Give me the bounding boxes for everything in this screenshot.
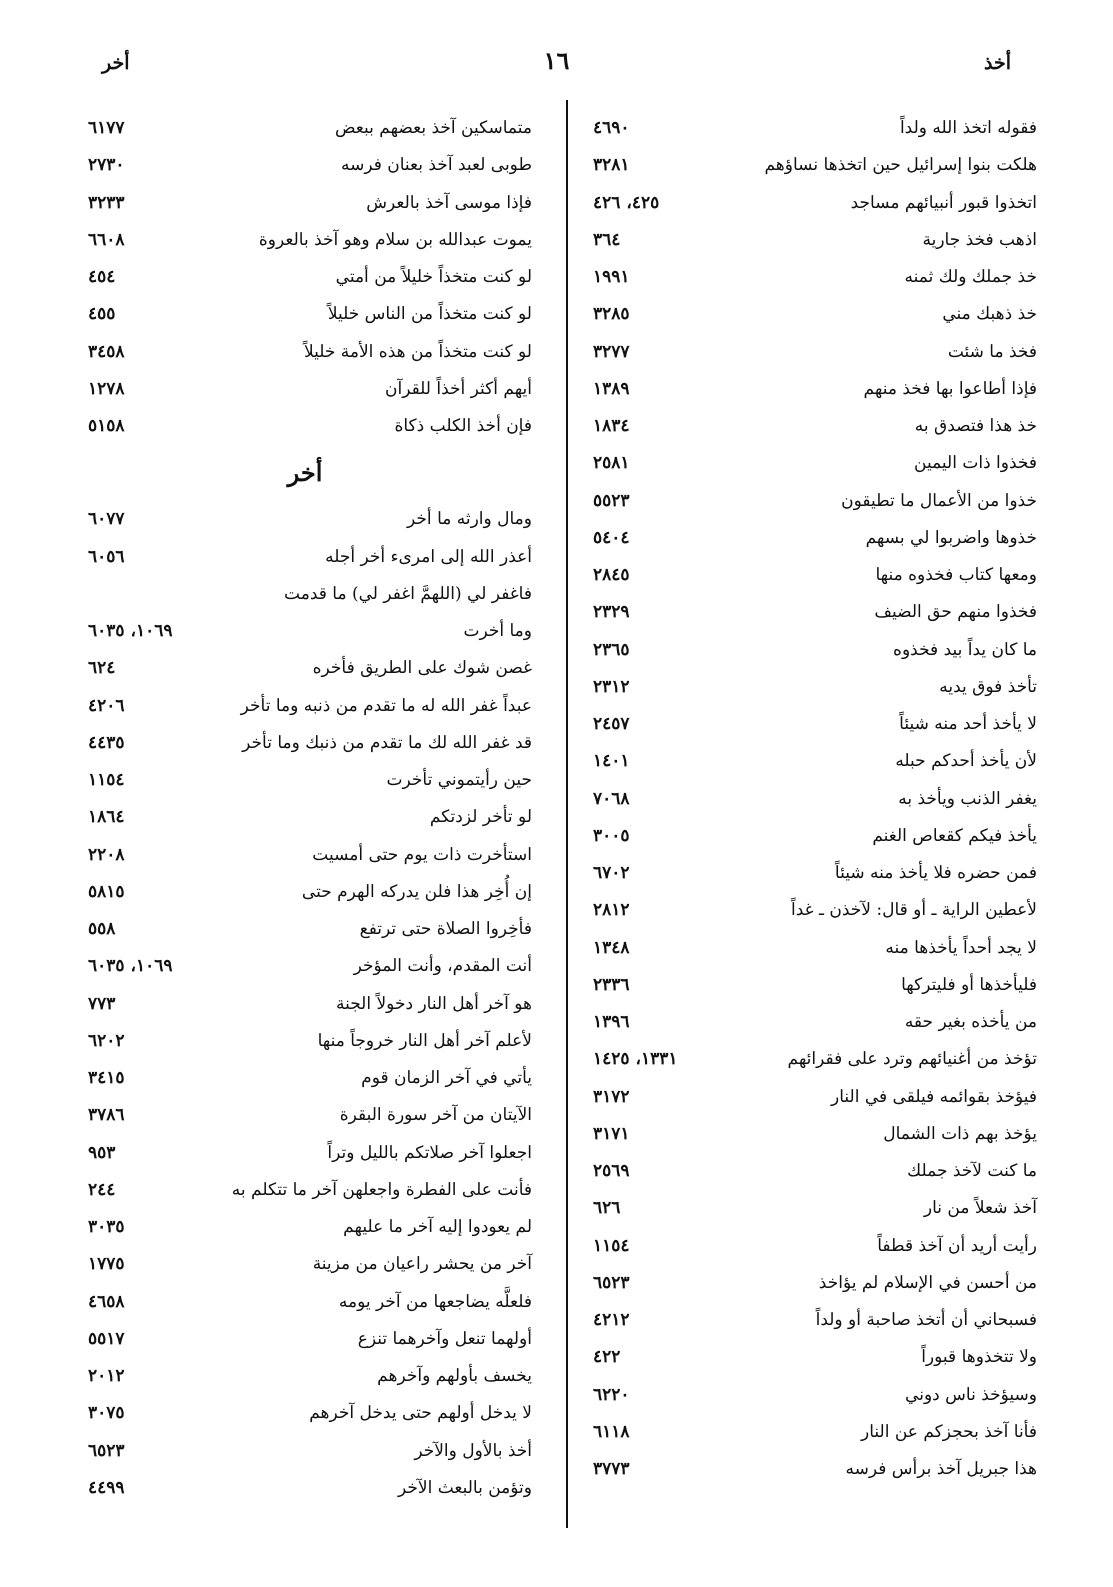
index-entry	[70, 1321, 540, 1358]
index-entry	[575, 1377, 1045, 1414]
left-column	[70, 110, 540, 1507]
entry-text: غصن شوك على الطريق فأخره	[312, 658, 532, 679]
entry-text: ولا تتخذوها قبوراً	[921, 1347, 1037, 1368]
entry-refs: ٣٠٣٥	[88, 1217, 125, 1237]
entry-text: لم يعودوا إليه آخر ما عليهم	[343, 1217, 532, 1237]
entry-text: هذا جبريل آخذ برأس فرسه	[845, 1459, 1037, 1479]
index-entry	[575, 334, 1045, 371]
entry-refs: ٦٠٧٧	[88, 509, 125, 530]
index-entry	[70, 1097, 540, 1134]
index-entry	[70, 911, 540, 948]
entry-refs: ٥٨١٥	[88, 881, 125, 902]
index-entry	[70, 576, 540, 613]
index-entry	[70, 1284, 540, 1321]
index-entry	[575, 445, 1045, 482]
entry-refs: ١٧٧٥	[88, 1254, 125, 1275]
page-number: ١٦	[543, 46, 570, 75]
entry-text: فإذا أطاعوا بها فخذ منهم	[863, 378, 1037, 399]
entry-refs: ٦٥٢٣	[593, 1272, 630, 1293]
entry-refs: ٤٤٣٥	[88, 732, 125, 753]
entry-text: ومعها كتاب فخذوه منها	[875, 565, 1037, 585]
entry-text: يغفر الذنب ويأخذ به	[898, 788, 1037, 809]
entry-refs: ٢٠١٢	[88, 1366, 125, 1386]
entry-text: يخسف بأولهم وآخرهم	[377, 1366, 532, 1386]
entry-refs: ١٢٧٨	[88, 378, 125, 399]
index-entry	[70, 874, 540, 911]
index-entry	[575, 892, 1045, 929]
entry-text: أخذ بالأول والآخر	[414, 1440, 532, 1461]
index-entry	[575, 855, 1045, 892]
entry-refs: ٥٤٠٤	[593, 527, 630, 548]
entry-refs: ٢٧٣٠	[88, 155, 125, 176]
entry-text: فسبحاني أن أتخذ صاحبة أو ولداً	[815, 1310, 1037, 1330]
entry-text: لأعطين الراية ـ أو قال: لآخذن ـ غداً	[791, 900, 1037, 921]
entry-text: حين رأيتموني تأخرت	[386, 770, 532, 790]
entry-refs: ٣٠٠٥	[593, 825, 630, 846]
index-entry	[575, 1302, 1045, 1339]
entry-refs: ٧٧٣	[88, 993, 116, 1014]
entry-text: فأخِروا الصلاة حتى ترتفع	[359, 919, 532, 939]
entry-refs: ٦٢٠٢	[88, 1030, 125, 1051]
index-entry	[575, 1079, 1045, 1116]
index-entry	[575, 557, 1045, 594]
entry-refs: ٢٤٤	[88, 1179, 116, 1200]
index-entry	[70, 185, 540, 222]
index-entry	[70, 799, 540, 836]
entry-refs: ٣٦٤	[593, 229, 621, 250]
index-entry	[575, 669, 1045, 706]
entry-refs: ٢٣٢٩	[593, 602, 630, 623]
entry-refs: ٣٠٧٥	[88, 1403, 125, 1424]
index-entry	[575, 1451, 1045, 1488]
index-entry	[575, 222, 1045, 259]
entry-text: رأيت أريد أن آخذ قطفاً	[877, 1235, 1037, 1256]
left-column-top	[70, 110, 540, 445]
entry-refs: ٦٢٢٠	[593, 1384, 630, 1405]
entry-refs: ٢٥٨١	[593, 453, 630, 474]
index-entry	[575, 259, 1045, 296]
index-entry	[575, 1041, 1045, 1078]
entry-text: طوبى لعبد آخذ بعنان فرسه	[340, 155, 532, 176]
entry-text: لا يأخذ أحد منه شيئاً	[899, 714, 1037, 734]
entry-text: أولهما تنعل وآخرهما تنزع	[357, 1328, 532, 1349]
index-entry	[70, 296, 540, 333]
index-entry	[70, 948, 540, 985]
entry-text: لأعلم آخر أهل النار خروجاً منها	[317, 1030, 532, 1051]
entry-refs: ١٣٤٨	[593, 937, 630, 958]
entry-refs: ٤٢٥، ٤٢٦	[593, 192, 660, 213]
entry-refs: ٦٢٦	[593, 1198, 621, 1219]
entry-text: فاغفر لي (اللهمَّ اغفر لي) ما قدمت	[284, 583, 532, 604]
entry-refs: ٤٢٢	[593, 1347, 621, 1368]
index-entry	[70, 501, 540, 538]
entry-refs: ٣٤١٥	[88, 1068, 125, 1088]
index-entry	[575, 147, 1045, 184]
entry-refs: ٤٥٥	[88, 304, 116, 325]
index-entry	[575, 594, 1045, 631]
entry-text: لا يدخل أولهم حتى يدخل آخرهم	[309, 1403, 532, 1424]
entry-text: عبداً غفر الله له ما تقدم من ذنبه وما تأخر	[240, 695, 532, 716]
running-head-right: أخذ	[984, 52, 1011, 74]
entry-refs: ١٣٨٩	[593, 378, 630, 399]
entry-text: ومال وارثه ما أخر	[407, 509, 532, 530]
entry-text: يأخذ فيكم كقعاص الغنم	[872, 825, 1037, 846]
entry-text: اجعلوا آخر صلاتكم بالليل وتراً	[327, 1142, 532, 1163]
entry-text: ما كان يداً بيد فخذوه	[893, 639, 1037, 660]
entry-refs: ١٣٣١، ١٤٢٥	[593, 1049, 678, 1070]
index-entry	[70, 147, 540, 184]
entry-refs: ٣٢٧٧	[593, 341, 630, 362]
page-header	[90, 44, 1023, 84]
index-entry	[70, 1060, 540, 1097]
index-entry	[70, 110, 540, 147]
entry-text: آخذ شعلاً من نار	[923, 1198, 1037, 1219]
entry-refs: ٥٥٨	[88, 919, 116, 939]
index-entry	[70, 259, 540, 296]
entry-refs: ٦٥٢٣	[88, 1440, 125, 1461]
entry-text: لو كنت متخذاً من هذه الأمة خليلاً	[303, 341, 532, 362]
index-entry	[575, 408, 1045, 445]
entry-text: لو كنت متخذاً من الناس خليلاً	[327, 304, 532, 325]
index-entry	[575, 781, 1045, 818]
column-divider	[566, 100, 568, 1528]
entry-text: قد غفر الله لك ما تقدم من ذنبك وما تأخر	[242, 732, 532, 753]
index-entry	[70, 408, 540, 445]
entry-text: متماسكين آخذ بعضهم ببعض	[334, 118, 532, 138]
entry-text: يموت عبدالله بن سلام وهو آخذ بالعروة	[258, 229, 532, 250]
entry-refs: ٢٤٥٧	[593, 714, 630, 734]
index-entry	[70, 650, 540, 687]
entry-text: فأنا آخذ بحجزكم عن النار	[861, 1421, 1037, 1442]
entry-text: خذوها واضربوا لي بسهم	[865, 527, 1037, 548]
entry-text: فمن حضره فلا يأخذ منه شيئاً	[834, 863, 1037, 883]
entry-refs: ٢٨٤٥	[593, 565, 630, 585]
index-entry	[70, 986, 540, 1023]
entry-text: من يأخذه بغير حقه	[904, 1012, 1037, 1032]
entry-text: إن أُخِر هذا فلن يدركه الهرم حتى	[301, 881, 532, 902]
entry-refs: ٢٥٦٩	[593, 1161, 630, 1181]
entry-refs: ٢٣٣٦	[593, 974, 630, 995]
entry-refs: ٣٧٨٦	[88, 1105, 125, 1126]
entry-text: فخذوا ذات اليمين	[914, 453, 1037, 474]
entry-text: أعذر الله إلى امرىء أخر أجله	[325, 546, 532, 567]
index-entry	[575, 1153, 1045, 1190]
entry-refs: ١٨٦٤	[88, 807, 125, 828]
index-entry	[70, 1135, 540, 1172]
entry-text: من أحسن في الإسلام لم يؤاخذ	[818, 1272, 1037, 1293]
entry-text: وتؤمن بالبعث الآخر	[398, 1477, 532, 1498]
entry-text: فيؤخذ بقوائمه فيلقى في النار	[831, 1086, 1037, 1107]
entry-text: فخذ ما شئت	[947, 341, 1037, 362]
entry-refs: ٤٦٩٠	[593, 118, 630, 138]
entry-refs: ١٠٦٩، ٦٠٣٥	[88, 956, 173, 977]
entry-text: خذوا من الأعمال ما تطيقون	[841, 490, 1037, 511]
entry-refs: ٦٧٠٢	[593, 863, 630, 883]
entry-text: خذ جملك ولك ثمنه	[904, 267, 1037, 287]
entry-text: فأنت على الفطرة واجعلهن آخر ما تتكلم به	[231, 1179, 532, 1200]
entry-refs: ٦٢٤	[88, 658, 116, 679]
entry-refs: ١١٥٤	[88, 770, 125, 790]
entry-refs: ٥١٥٨	[88, 416, 125, 436]
index-entry	[70, 1209, 540, 1246]
entry-refs: ٥٥١٧	[88, 1328, 125, 1349]
index-entry	[575, 483, 1045, 520]
entry-refs: ١٩٩١	[593, 267, 630, 287]
entry-text: استأخرت ذات يوم حتى أمسيت	[312, 844, 532, 865]
entry-refs: ٤٢٠٦	[88, 695, 125, 716]
index-entry	[575, 967, 1045, 1004]
entry-refs: ٣٢٨١	[593, 155, 630, 176]
right-column	[575, 110, 1045, 1488]
entry-text: فإن أخذ الكلب ذكاة	[394, 416, 532, 436]
entry-text: ما كنت لآخذ جملك	[907, 1161, 1037, 1181]
entry-refs: ٢٣١٢	[593, 676, 630, 697]
index-entry	[70, 613, 540, 650]
entry-text: هلكت بنوا إسرائيل حين اتخذها نساؤهم	[764, 155, 1037, 176]
section-heading: أخر	[287, 458, 323, 488]
index-entry	[575, 520, 1045, 557]
index-entry	[575, 930, 1045, 967]
entry-refs: ٢٢٠٨	[88, 844, 125, 865]
entry-text: لو كنت متخذاً خليلاً من أمتي	[335, 267, 532, 287]
entry-refs: ٥٥٢٣	[593, 490, 630, 511]
entry-text: اذهب فخذ جارية	[922, 229, 1037, 250]
entry-refs: ٢٨١٢	[593, 900, 630, 921]
index-entry	[575, 818, 1045, 855]
entry-text: خذ هذا فتصدق به	[914, 416, 1037, 436]
index-entry	[575, 185, 1045, 222]
index-entry	[575, 296, 1045, 333]
index-entry	[575, 1339, 1045, 1376]
entry-refs: ٣٤٥٨	[88, 341, 125, 362]
index-entry	[70, 1358, 540, 1395]
entry-refs: ١٣٩٦	[593, 1012, 630, 1032]
entry-refs: ٦٦٠٨	[88, 229, 125, 250]
index-entry	[70, 1172, 540, 1209]
entry-text: لأن يأخذ أحدكم حبله	[895, 751, 1037, 772]
left-column-bottom	[70, 501, 540, 1507]
entry-text: وما أخرت	[463, 621, 532, 641]
entry-refs: ٣١٧٢	[593, 1086, 630, 1107]
entry-text: أيهم أكثر أخذاً للقرآن	[384, 378, 532, 399]
index-entry	[70, 1433, 540, 1470]
entry-refs: ٤٤٩٩	[88, 1477, 125, 1498]
entry-text: تؤخذ من أغنيائهم وترد على فقرائهم	[787, 1049, 1037, 1070]
index-entry	[575, 743, 1045, 780]
entry-refs: ٤٢١٢	[593, 1310, 630, 1330]
entry-refs: ٣١٧١	[593, 1123, 630, 1144]
entry-text: اتخذوا قبور أنبيائهم مساجد	[850, 192, 1037, 213]
entry-refs: ٩٥٣	[88, 1142, 116, 1163]
index-entry	[70, 725, 540, 762]
entry-text: لو تأخر لزدتكم	[429, 807, 532, 828]
index-entry	[70, 762, 540, 799]
index-entry	[70, 371, 540, 408]
index-entry	[575, 110, 1045, 147]
entry-refs: ٣٧٧٣	[593, 1459, 630, 1479]
entry-text: يؤخذ بهم ذات الشمال	[883, 1123, 1037, 1144]
entry-text: الآيتان من آخر سورة البقرة	[339, 1105, 532, 1126]
entry-refs: ٤٥٤	[88, 267, 116, 287]
entry-text: فإذا موسى آخذ بالعرش	[366, 192, 532, 213]
entry-refs: ٧٠٦٨	[593, 788, 630, 809]
entry-text: فخذوا منهم حق الضيف	[874, 602, 1037, 623]
entry-refs: ٣٢٣٣	[88, 192, 125, 213]
index-entry	[70, 688, 540, 725]
index-entry	[575, 371, 1045, 408]
entry-refs: ٦١١٨	[593, 1421, 630, 1442]
entry-refs: ١٨٣٤	[593, 416, 630, 436]
entry-refs: ١١٥٤	[593, 1235, 630, 1256]
entry-refs: ٦١٧٧	[88, 118, 125, 138]
running-head-left: أخر	[102, 52, 130, 74]
entry-refs: ٤٦٥٨	[88, 1291, 125, 1312]
entry-refs: ٦٠٥٦	[88, 546, 125, 567]
entry-text: يأتي في آخر الزمان قوم	[361, 1068, 532, 1088]
index-entry	[70, 1246, 540, 1283]
entry-refs: ١٤٠١	[593, 751, 630, 772]
index-entry	[575, 1265, 1045, 1302]
entry-text: وسيؤخذ ناس دوني	[905, 1384, 1037, 1405]
entry-text: آخر من يحشر راعيان من مزينة	[312, 1254, 532, 1275]
entry-text: فليأخذها أو فليتركها	[901, 974, 1037, 995]
index-entry	[575, 1228, 1045, 1265]
index-entry	[575, 1414, 1045, 1451]
index-entry	[575, 1116, 1045, 1153]
index-entry	[575, 1004, 1045, 1041]
index-entry	[575, 632, 1045, 669]
entry-text: هو آخر أهل النار دخولاً الجنة	[335, 993, 532, 1014]
entry-text: فلعلَّه يضاجعها من آخر يومه	[338, 1291, 532, 1312]
entry-text: تأخذ فوق يديه	[939, 676, 1037, 697]
index-entry	[70, 1470, 540, 1507]
entry-refs: ٣٢٨٥	[593, 304, 630, 325]
index-entry	[70, 334, 540, 371]
entry-text: فقوله اتخذ الله ولداً	[899, 118, 1037, 138]
entry-refs: ١٠٦٩، ٦٠٣٥	[88, 621, 173, 641]
index-entry	[70, 1023, 540, 1060]
index-entry	[70, 1395, 540, 1432]
entry-refs: ٢٣٦٥	[593, 639, 630, 660]
index-entry	[575, 1190, 1045, 1227]
index-entry	[70, 837, 540, 874]
entry-text: خذ ذهبك مني	[942, 304, 1037, 325]
entry-text: أنت المقدم، وأنت المؤخر	[353, 956, 532, 977]
entry-text: لا يجد أحداً يأخذها منه	[885, 937, 1037, 958]
index-entry	[575, 706, 1045, 743]
index-entry	[70, 222, 540, 259]
index-entry	[70, 539, 540, 576]
